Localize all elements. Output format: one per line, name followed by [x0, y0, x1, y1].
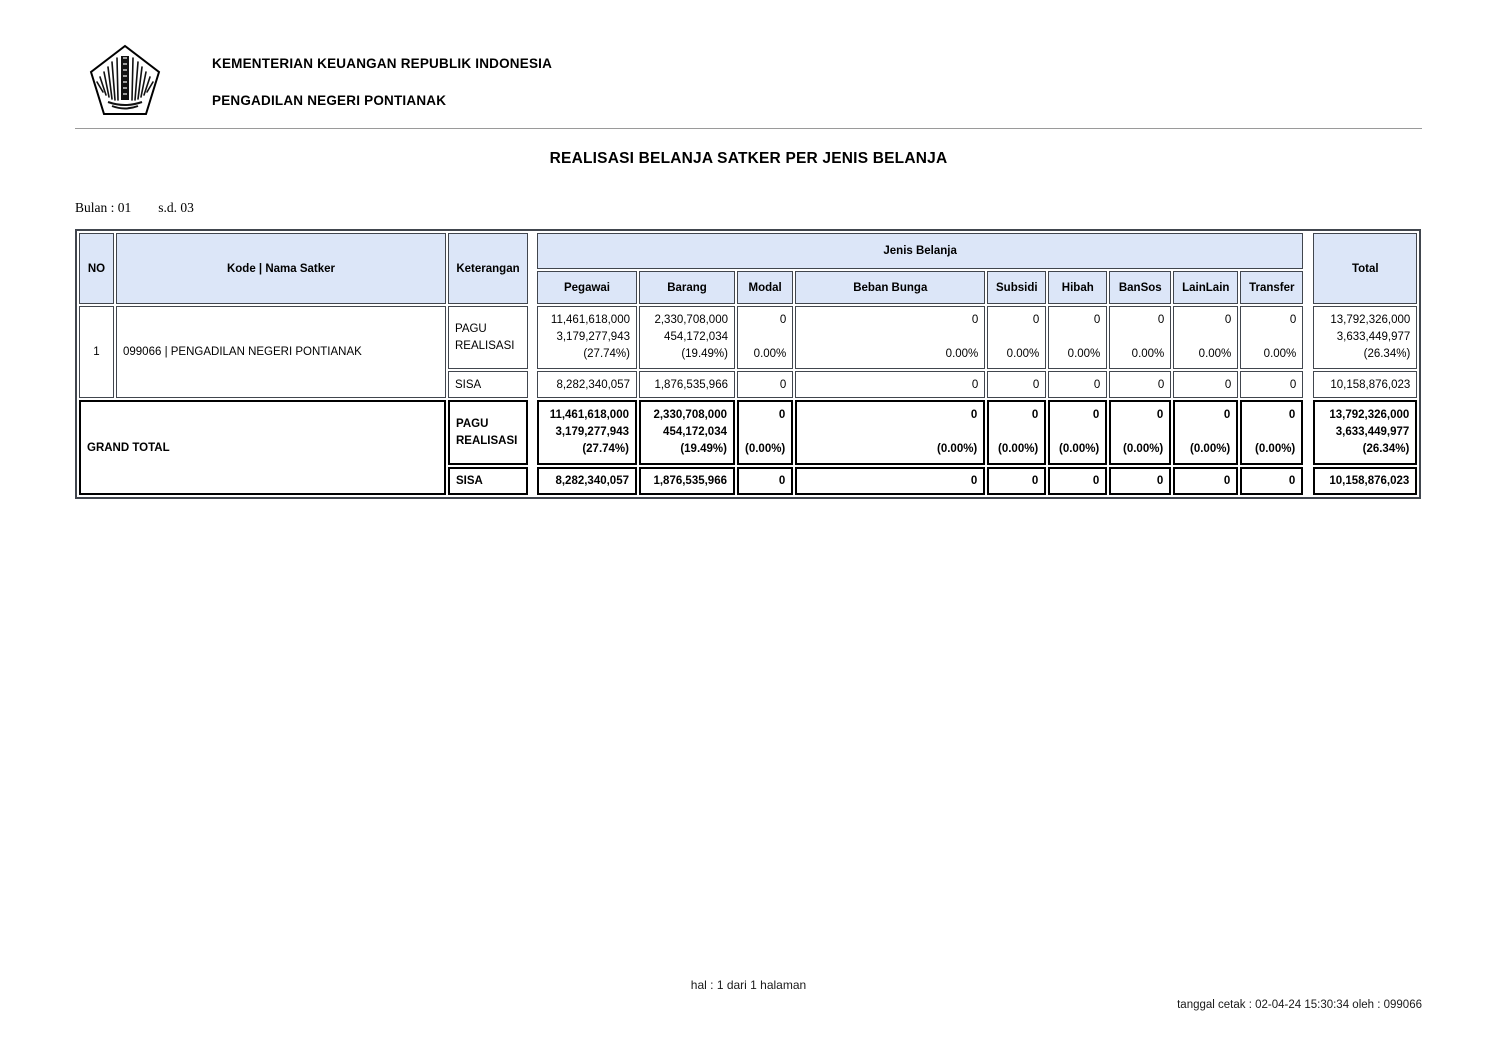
- col-header-total: Total: [1313, 233, 1417, 304]
- col-header-no: NO: [79, 233, 114, 304]
- pct-value: 0.00%: [753, 348, 787, 360]
- pct-value: (0.00%): [937, 443, 978, 455]
- col-header-hibah: Hibah: [1048, 271, 1107, 304]
- report-table: [75, 229, 1421, 499]
- gt-pegawai: [537, 400, 637, 465]
- row1-sisa-label: SISA: [448, 371, 528, 398]
- letterhead-divider: [75, 128, 1422, 129]
- realisasi-label: REALISASI: [455, 339, 515, 352]
- pagu-value: 13,792,326,000: [1329, 409, 1410, 421]
- realisasi-value: [1181, 424, 1230, 441]
- col-header-barang: Barang: [639, 271, 735, 304]
- pagu-value: 0: [1289, 314, 1297, 326]
- pct-value: (0.00%): [1190, 443, 1231, 455]
- gt-total-sisa: 10,158,876,023: [1313, 467, 1417, 495]
- realisasi-value: [1117, 424, 1163, 441]
- row1-total: [1313, 306, 1417, 369]
- pagu-label: PAGU: [456, 417, 489, 430]
- pct-value: (0.00%): [1123, 443, 1164, 455]
- gt-keterangan: [448, 400, 528, 465]
- pct-value: (0.00%): [1059, 443, 1100, 455]
- pagu-value: 0: [970, 409, 978, 421]
- spacer: [1305, 233, 1311, 304]
- pct-value: 0.00%: [1006, 348, 1040, 360]
- pagu-value: 0: [1157, 314, 1165, 326]
- pct-value: 0.00%: [1131, 348, 1165, 360]
- pct-value: (26.34%): [1363, 348, 1411, 360]
- pct-value: (27.74%): [583, 348, 630, 360]
- gt-barang-sisa: 1,876,535,966: [639, 467, 735, 495]
- realisasi-value: [1056, 424, 1099, 441]
- gt-barang: [639, 400, 735, 465]
- pagu-label: PAGU: [455, 322, 487, 335]
- realisasi-value: [1248, 424, 1295, 441]
- spacer: [1305, 306, 1311, 398]
- gt-transfer: [1240, 400, 1303, 465]
- pct-value: 0.00%: [945, 348, 979, 360]
- period-range: s.d. 03: [158, 200, 194, 215]
- gt-sisa-label: SISA: [448, 467, 528, 495]
- row1-pegawai: [537, 306, 637, 369]
- row1-pagu-realisasi: [79, 306, 1417, 369]
- realisasi-value: [994, 329, 1039, 346]
- row1-total-sisa: 10,158,876,023: [1313, 371, 1417, 398]
- pagu-value: 0: [1031, 409, 1039, 421]
- pagu-value: 0: [1093, 314, 1101, 326]
- report-title: REALISASI BELANJA SATKER PER JENIS BELANJA: [549, 150, 948, 167]
- realisasi-label: REALISASI: [456, 434, 518, 447]
- gt-lainlain-sisa: 0: [1173, 467, 1238, 495]
- report-table-wrap: [75, 229, 1421, 499]
- spacer: [530, 400, 535, 495]
- row1-beban-bunga-sisa: 0: [795, 371, 985, 398]
- pct-value: (19.49%): [680, 443, 727, 455]
- pagu-value: 0: [1224, 314, 1232, 326]
- row1-transfer-sisa: 0: [1240, 371, 1303, 398]
- gt-modal: [737, 400, 793, 465]
- pagu-value: 11,461,618,000: [550, 314, 630, 326]
- realisasi-value: 3,633,449,977: [1335, 426, 1410, 438]
- col-header-lainlain: LainLain: [1173, 271, 1238, 304]
- realisasi-value: [744, 329, 786, 346]
- row1-no: 1: [79, 306, 114, 398]
- col-header-keterangan: Keterangan: [448, 233, 528, 304]
- print-date-footer: tanggal cetak : 02-04-24 15:30:34 oleh : 099066: [1177, 999, 1422, 1011]
- pct-value: (0.00%): [1255, 443, 1296, 455]
- pagu-value: 0: [779, 314, 787, 326]
- row1-pegawai-sisa: 8,282,340,057: [537, 371, 637, 398]
- gt-total: [1313, 400, 1417, 465]
- pagu-value: 0: [971, 314, 979, 326]
- pagu-value: 13,792,326,000: [1330, 314, 1411, 326]
- page-number-footer: hal : 1 dari 1 halaman: [690, 978, 807, 992]
- pct-value: (19.49%): [681, 348, 728, 360]
- realisasi-value: [803, 424, 977, 441]
- gt-beban-bunga: [795, 400, 985, 465]
- row1-hibah: [1048, 306, 1107, 369]
- col-header-subsidi: Subsidi: [987, 271, 1046, 304]
- realisasi-value: [1055, 329, 1100, 346]
- row1-bansos-sisa: 0: [1109, 371, 1171, 398]
- ministry-name: KEMENTERIAN KEUANGAN REPUBLIK INDONESIA: [212, 56, 553, 71]
- pct-value: 0.00%: [1198, 348, 1232, 360]
- realisasi-value: [745, 424, 785, 441]
- pagu-value: 11,461,618,000: [549, 409, 629, 421]
- pct-value: (27.74%): [582, 443, 629, 455]
- col-header-satker: Kode | Nama Satker: [116, 233, 446, 304]
- row1-beban-bunga: [795, 306, 985, 369]
- col-header-pegawai: Pegawai: [537, 271, 637, 304]
- gt-modal-sisa: 0: [737, 467, 793, 495]
- pagu-value: 2,330,708,000: [654, 314, 728, 326]
- row1-subsidi: [987, 306, 1046, 369]
- gt-bansos: [1109, 400, 1171, 465]
- pct-value: 0.00%: [1263, 348, 1297, 360]
- gt-beban-bunga-sisa: 0: [795, 467, 985, 495]
- letterhead: [212, 56, 552, 108]
- realisasi-value: [802, 329, 978, 346]
- gt-subsidi: [987, 400, 1046, 465]
- pagu-value: 2,330,708,000: [653, 409, 727, 421]
- row1-satker: 099066 | PENGADILAN NEGERI PONTIANAK: [116, 306, 446, 398]
- realisasi-value: 3,633,449,977: [1336, 331, 1411, 343]
- pct-value: 0.00%: [1067, 348, 1101, 360]
- col-header-beban-bunga: Beban Bunga: [795, 271, 985, 304]
- realisasi-value: [1116, 329, 1164, 346]
- row1-transfer: [1240, 306, 1303, 369]
- office-name: PENGADILAN NEGERI PONTIANAK: [212, 93, 447, 108]
- realisasi-value: [995, 424, 1038, 441]
- jenis-belanja-header: Jenis Belanja: [537, 233, 1303, 269]
- pct-value: (0.00%): [745, 443, 786, 455]
- realisasi-value: [1247, 329, 1296, 346]
- row1-subsidi-sisa: 0: [987, 371, 1046, 398]
- spacer: [530, 233, 535, 304]
- col-header-bansos: BanSos: [1109, 271, 1171, 304]
- gt-pegawai-sisa: 8,282,340,057: [537, 467, 637, 495]
- period-label: Bulan : 01: [75, 200, 132, 215]
- grand-total-label: GRAND TOTAL: [79, 400, 446, 495]
- pagu-value: 0: [1032, 314, 1040, 326]
- spacer: [1305, 400, 1311, 495]
- pagu-value: 0: [778, 409, 786, 421]
- pagu-value: 0: [1223, 409, 1231, 421]
- realisasi-value: 454,172,034: [663, 426, 727, 438]
- gt-transfer-sisa: 0: [1240, 467, 1303, 495]
- grand-total-pagu-realisasi: [79, 400, 1417, 465]
- row1-lainlain-sisa: 0: [1173, 371, 1238, 398]
- spacer: [530, 306, 535, 398]
- pagu-value: 0: [1156, 409, 1164, 421]
- gt-hibah-sisa: 0: [1048, 467, 1107, 495]
- gt-subsidi-sisa: 0: [987, 467, 1046, 495]
- pagu-value: 0: [1288, 409, 1296, 421]
- gt-hibah: [1048, 400, 1107, 465]
- realisasi-value: 3,179,277,943: [556, 331, 630, 343]
- row1-lainlain: [1173, 306, 1238, 369]
- pct-value: (0.00%): [998, 443, 1039, 455]
- realisasi-value: 454,172,034: [664, 331, 728, 343]
- pagu-value: 0: [1092, 409, 1100, 421]
- row1-modal-sisa: 0: [737, 371, 793, 398]
- row1-hibah-sisa: 0: [1048, 371, 1107, 398]
- row1-modal: [737, 306, 793, 369]
- kemenkeu-logo: [88, 44, 162, 117]
- row1-barang: [639, 306, 735, 369]
- row1-barang-sisa: 1,876,535,966: [639, 371, 735, 398]
- col-header-modal: Modal: [737, 271, 793, 304]
- period-line: [75, 200, 194, 216]
- col-header-transfer: Transfer: [1240, 271, 1303, 304]
- realisasi-value: 3,179,277,943: [555, 426, 629, 438]
- pct-value: (26.34%): [1362, 443, 1410, 455]
- realisasi-value: [1180, 329, 1231, 346]
- row1-keterangan: [448, 306, 528, 369]
- row1-bansos: [1109, 306, 1171, 369]
- gt-bansos-sisa: 0: [1109, 467, 1171, 495]
- gt-lainlain: [1173, 400, 1238, 465]
